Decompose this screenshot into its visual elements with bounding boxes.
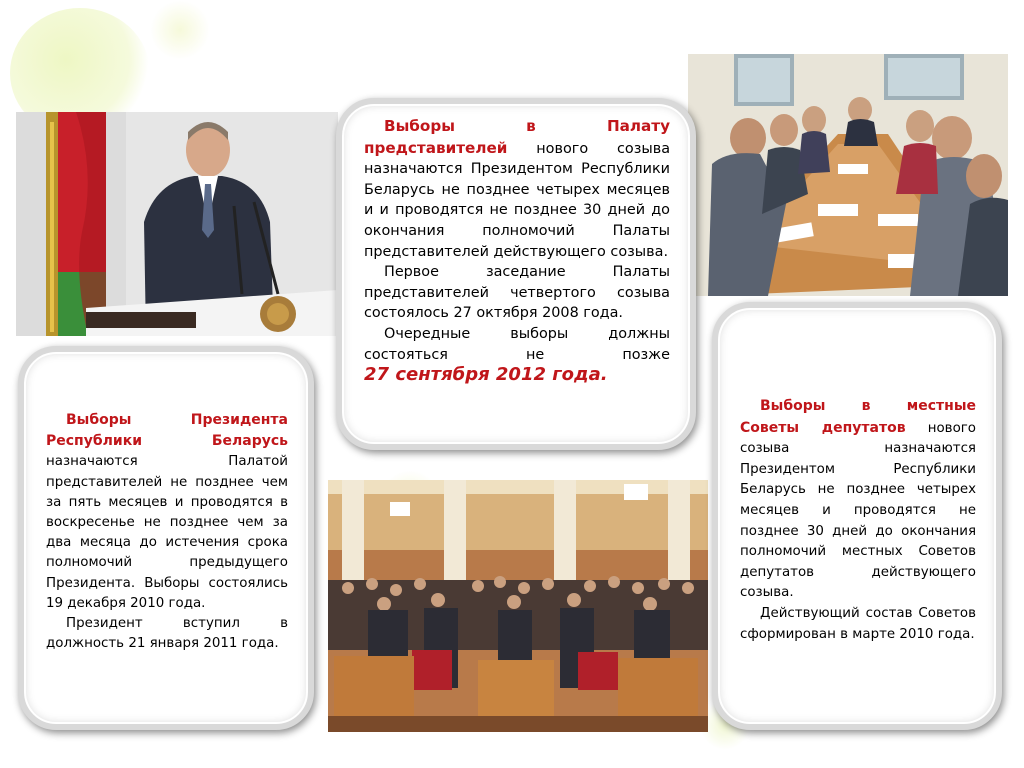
president-inauguration-text: Президент вступил в должность 21 января 2011 года. [46,616,288,652]
parliament-elections-card [336,98,696,450]
meeting-photo [688,54,1008,296]
parliament-elections-heading: Выборы в Палату представителей [364,117,670,157]
president-elections-paragraph [46,410,288,614]
first-session-text: Первое заседание Палаты представителей четвертого созыва состоялось 27 октября 2008 года. [364,264,670,322]
local-councils-paragraph [740,396,976,604]
local-councils-elections-card [712,302,1002,730]
president-elections-card [18,346,314,730]
local-councils-text: нового созыва назначаются Президентом Республики Беларусь не позднее четырех месяцев и проводятся не позднее 30 дней до окончания полномочий местных Советов депутатов действующего созыва. [740,420,976,601]
local-councils-composition-text: Действующий состав Советов сформирован в марте 2010 года. [740,605,976,642]
president-photo [16,112,338,336]
parliament-elections-paragraph [364,116,670,262]
parliament-photo [328,480,708,732]
next-elections-date: 27 сентября 2012 года. [364,364,608,386]
president-elections-text: назначаются Палатой представителей не позднее чем за пять месяцев и проводятся в воскресенье не позднее чем за два месяца до истечения срока полномочий предыдущего Президента. Выборы состоялись 19 декабря 2010 года. [46,454,288,611]
local-councils-heading: Выборы в местные Советы депутатов [740,398,976,436]
background-decoration [150,0,210,60]
president-elections-heading: Выборы Президента Республики Беларусь [46,412,288,450]
parliament-elections-text: нового созыва назначаются Президентом Республики Беларусь не позднее четырех месяцев и и проводятся не позднее 30 дней до окончания полномочий Палаты представителей действующего созыва. [364,140,671,260]
next-elections-text: Очередные выборы должны состояться не позже [364,325,670,363]
